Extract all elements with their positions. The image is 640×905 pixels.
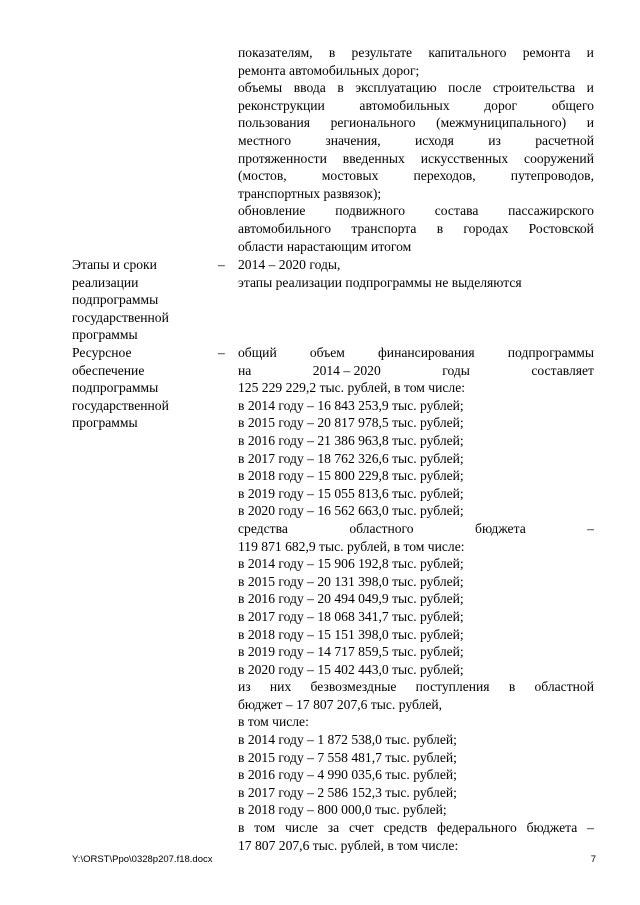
word: Ростовской	[528, 220, 594, 236]
word: эксплуатацию	[355, 80, 437, 96]
funding-line	[238, 520, 594, 538]
word: и	[586, 45, 594, 60]
word: подпрограммы	[507, 345, 594, 360]
word: строительства	[492, 80, 576, 96]
stages-line: 2014 – 2020 годы,	[238, 257, 341, 272]
word: автомобильного	[238, 220, 332, 236]
indicators-line	[238, 202, 594, 220]
word: в	[436, 220, 444, 236]
label-line: подпрограммы	[72, 380, 159, 396]
label-line: программы	[72, 415, 138, 431]
word: сооружений	[524, 150, 594, 166]
word: регионального	[330, 115, 416, 131]
word: автомобильных	[359, 97, 450, 113]
funding-line: бюджет – 17 807 207,6 тыс. рублей,	[238, 696, 443, 712]
resources-label	[72, 344, 212, 432]
word: (мостов,	[238, 168, 287, 184]
funding-line: в 2019 году – 15 055 813,6 тыс. рублей;	[238, 485, 464, 501]
word: общего	[551, 97, 594, 113]
word: в	[328, 45, 336, 60]
word: и	[586, 115, 594, 131]
funding-line: в 2016 году – 21 386 963,8 тыс. рублей;	[238, 432, 464, 448]
word: обновление	[238, 203, 306, 219]
word: местного	[238, 132, 292, 148]
word: подвижного	[335, 203, 405, 219]
label-line: реализации	[72, 274, 139, 290]
indicators-line	[238, 132, 594, 150]
word: средств	[383, 820, 428, 836]
word: составляет	[531, 362, 594, 378]
funding-line: в 2015 году – 7 558 481,7 тыс. рублей;	[238, 749, 457, 765]
word: результате	[351, 45, 413, 60]
resources-dash: –	[218, 345, 225, 360]
stages-label	[72, 256, 212, 344]
page-number: 7	[590, 854, 596, 865]
word: дорог	[484, 97, 518, 113]
file-path: Y:\ORST\Ppo\0328p207.f18.docx	[72, 854, 213, 865]
word: пассажирского	[508, 203, 594, 219]
funding-line: в 2014 году – 15 906 192,8 тыс. рублей;	[238, 556, 464, 572]
word: путепроводов,	[510, 168, 594, 184]
funding-line: в 2014 году – 1 872 538,0 тыс. рублей;	[238, 732, 457, 748]
indicators-line: области нарастающим итогом	[238, 238, 412, 254]
funding-line: в 2016 году – 20 494 049,9 тыс. рублей;	[238, 591, 464, 607]
funding-line: в 2015 году – 20 131 398,0 тыс. рублей;	[238, 573, 464, 589]
stages-line: этапы реализации подпрограммы не выделяются	[238, 274, 522, 290]
word: и	[586, 80, 594, 96]
word: искусственных	[420, 150, 509, 166]
funding-line: в 2018 году – 15 151 398,0 тыс. рублей;	[238, 626, 464, 642]
word: объемы	[238, 80, 283, 96]
word: введенных	[342, 150, 405, 166]
word: бюджета	[475, 520, 526, 536]
word: общий	[238, 345, 277, 360]
word: ввода	[293, 80, 326, 96]
funding-line: в 2016 году – 4 990 035,6 тыс. рублей;	[238, 767, 457, 783]
word: –	[587, 520, 594, 536]
word: годы	[442, 362, 470, 378]
label-line: подпрограммы	[72, 292, 159, 308]
word: расчетной	[535, 132, 594, 148]
funding-line: в 2017 году – 18 068 341,7 тыс. рублей;	[238, 608, 464, 624]
word: значения,	[325, 132, 381, 148]
funding-line: в 2017 году – 2 586 152,3 тыс. рублей;	[238, 784, 457, 800]
word: реконструкции	[238, 97, 325, 113]
stages-dash: –	[218, 257, 225, 272]
word: капитального	[428, 45, 507, 60]
funding-line	[238, 678, 594, 696]
word: объем	[309, 345, 345, 360]
word: после	[448, 80, 482, 96]
indicators-text	[238, 44, 594, 255]
word: протяженности	[238, 150, 327, 166]
label-line: программы	[72, 327, 138, 343]
word: за	[327, 820, 340, 836]
word: городах	[463, 220, 509, 236]
word: мостовых	[321, 168, 379, 184]
word: в	[508, 679, 516, 695]
label-line: государственной	[72, 397, 169, 413]
stages-value	[238, 256, 594, 291]
indicators-line	[238, 79, 594, 97]
funding-line: 125 229 229,2 тыс. рублей, в том числе:	[238, 380, 466, 396]
funding-line: в 2017 году – 18 762 326,6 тыс. рублей;	[238, 450, 464, 466]
indicators-line	[238, 44, 594, 62]
word: из	[238, 679, 251, 695]
funding-line: в том числе:	[238, 714, 309, 730]
word: федерального	[437, 820, 517, 836]
funding-line	[238, 362, 594, 380]
word: в	[337, 80, 344, 96]
funding-line: в 2020 году – 16 562 663,0 тыс. рублей;	[238, 503, 464, 519]
word: показателям,	[238, 45, 313, 60]
funding-line: в 2018 году – 800 000,0 тыс. рублей;	[238, 802, 447, 818]
indicators-line	[238, 114, 594, 132]
label-line: Ресурсное	[72, 345, 132, 360]
word: том	[254, 820, 276, 836]
label-line: обеспечение	[72, 362, 145, 378]
funding-line: в 2018 году – 15 800 229,8 тыс. рублей;	[238, 468, 464, 484]
word: числе	[284, 820, 318, 836]
funding-line: в 2020 году – 15 402 443,0 тыс. рублей;	[238, 661, 464, 677]
word: них	[269, 679, 292, 695]
word: –	[587, 820, 594, 836]
funding-line: 17 807 207,6 тыс. рублей, в том числе:	[238, 837, 459, 853]
word: 2014 – 2020	[312, 362, 381, 378]
label-line: государственной	[72, 309, 169, 325]
funding-line	[238, 819, 594, 837]
funding-line	[238, 344, 594, 362]
resources-value	[238, 344, 594, 854]
word: поступления	[415, 679, 490, 695]
word: областной	[534, 679, 594, 695]
funding-line: в 2019 году – 14 717 859,5 тыс. рублей;	[238, 644, 464, 660]
word: из	[488, 132, 501, 148]
word: счет	[348, 820, 374, 836]
word: (межмуниципального)	[436, 115, 567, 131]
word: средства	[238, 520, 288, 536]
funding-line: в 2014 году – 16 843 253,9 тыс. рублей;	[238, 397, 464, 413]
indicators-line	[238, 97, 594, 115]
word: на	[238, 362, 252, 378]
word: пользования	[238, 115, 311, 131]
label-line: Этапы и сроки	[72, 257, 157, 272]
word: безвозмездные	[310, 679, 397, 695]
word: состава	[434, 203, 479, 219]
indicators-line	[238, 167, 594, 185]
word: финансирования	[378, 345, 475, 360]
word: ремонта	[522, 45, 571, 60]
word: переходов,	[413, 168, 476, 184]
funding-line: в 2015 году – 20 817 978,5 тыс. рублей;	[238, 415, 464, 431]
word: транспорта	[351, 220, 417, 236]
indicators-line	[238, 220, 594, 238]
indicators-line: транспортных развязок);	[238, 185, 382, 201]
word: бюджета	[526, 820, 578, 836]
indicators-line: ремонта автомобильных дорог;	[238, 62, 420, 78]
word: областного	[349, 520, 414, 536]
funding-line: 119 871 682,9 тыс. рублей, в том числе:	[238, 538, 465, 554]
word: исходя	[414, 132, 454, 148]
word: в	[238, 820, 245, 836]
indicators-line	[238, 150, 594, 168]
